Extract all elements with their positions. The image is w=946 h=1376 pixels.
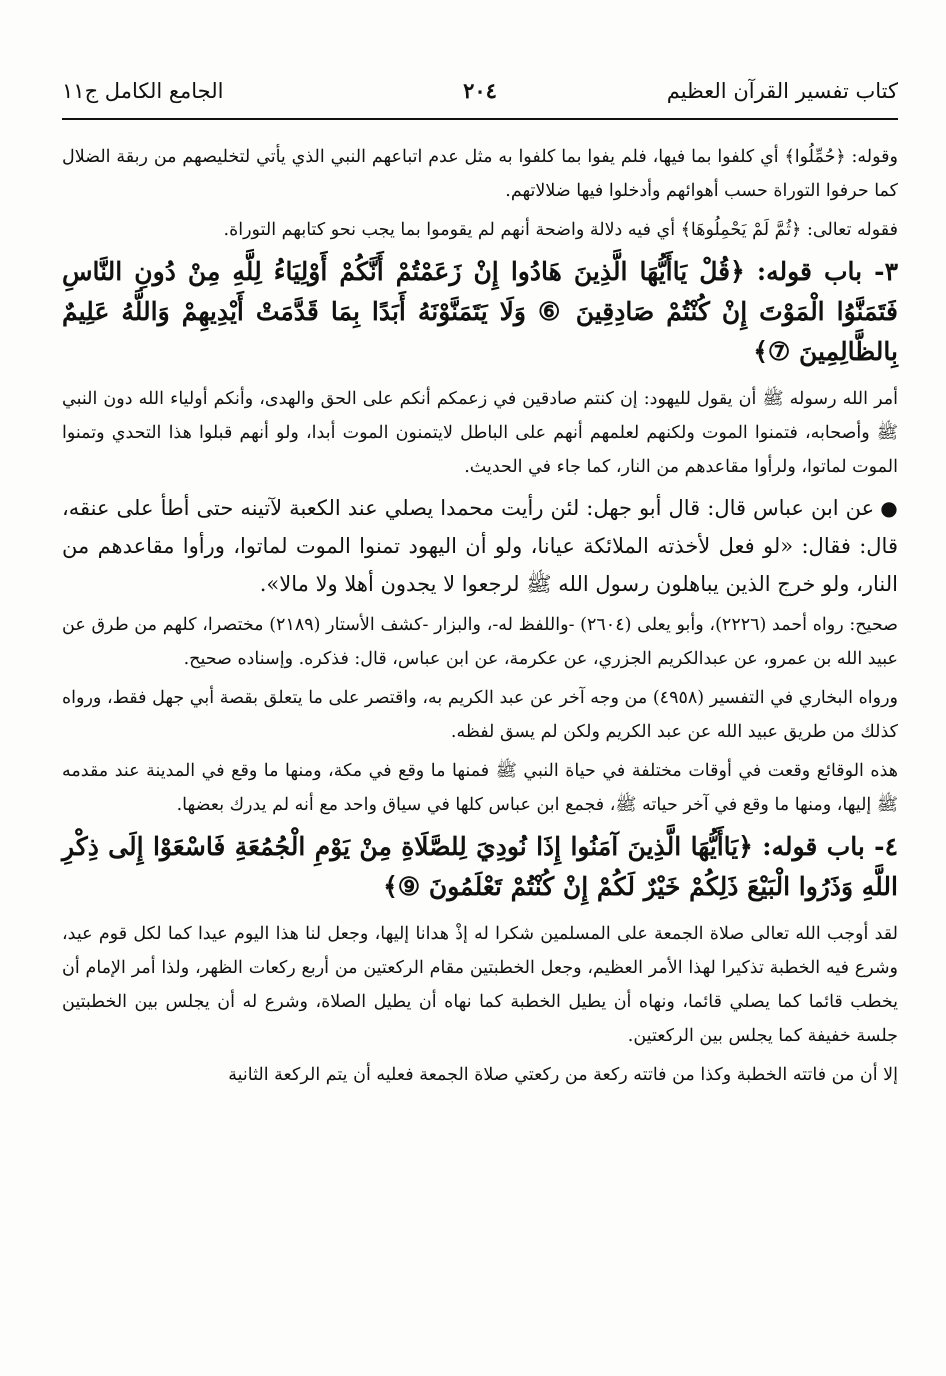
chapter-label: ٤- باب قوله: (762, 832, 898, 861)
paragraph-text: هذه الوقائع وقعت في أوقات مختلفة في حياة النبي ﷺ فمنها ما وقع في مكة، ومنها ما وقع في المدينة عند مقدمه ﷺ إليها، ومنها ما وقع في آخر حياته ﷺ، فجمع ابن عباس كلها في سياق واحد مع أنه لم يدرك بعضها. (62, 761, 898, 815)
chapter-heading (62, 827, 898, 907)
body-paragraph (62, 382, 898, 484)
book-title: كتاب تفسير القرآن العظيم (666, 79, 898, 103)
paragraph-text: أمر الله رسوله ﷺ أن يقول لليهود: إن كنتم صادقين في زعمكم أنكم على الحق والهدى، وأنكم أولياء الله دون النبي ﷺ وأصحابه، فتمنوا الموت ولكنهم لعلمهم أنهم على الباطل لايتمنون الموت أبدا، ولو أنهم قبلوا هذا التحدي وتمنوا الموت لماتوا، ولرأوا مقاعدهم من النار، كما جاء في الحديث. (62, 389, 898, 477)
body-paragraph (62, 681, 898, 749)
body-paragraph (62, 140, 898, 208)
paragraph-text: إلا أن من فاتته الخطبة وكذا من فاتته ركعة من ركعتي صلاة الجمعة فعليه أن يتم الركعة الثانية (228, 1065, 898, 1085)
hadith-paragraph (62, 489, 898, 603)
body-paragraph (62, 1058, 898, 1092)
bullet-icon: ● (880, 496, 899, 520)
header-divider (62, 118, 898, 120)
page-header (62, 76, 898, 106)
quran-verse: ﴿يَاأَيُّهَا الَّذِينَ آمَنُوا إِذَا نُودِيَ لِلصَّلَاةِ مِنْ يَوْمِ الْجُمُعَةِ فَاسْعَوْا إِلَى ذِكْرِ اللَّهِ وَذَرُوا الْبَيْعَ ذَلِكُمْ خَيْرٌ لَكُمْ إِنْ كُنْتُمْ تَعْلَمُونَ ⑨﴾ (62, 832, 898, 901)
paragraph-text: عن ابن عباس قال: قال أبو جهل: لئن رأيت محمدا يصلي عند الكعبة لآتينه حتى أطأ على عنقه، قال: فقال: «لو فعل لأخذته الملائكة عيانا، ولو أن اليهود تمنوا الموت لماتوا، ورأوا مقاعدهم من النار، ولو خرج الذين يباهلون رسول الله ﷺ لرجعوا لا يجدون أهلا ولا مالا». (62, 496, 898, 596)
volume-label: الجامع الكامل ج١١ (62, 79, 224, 103)
page-body (62, 140, 898, 1097)
body-paragraph (62, 754, 898, 822)
chapter-label: ٣- باب قوله: (756, 257, 898, 286)
body-paragraph (62, 213, 898, 247)
quran-verse: ﴿قُلْ يَاأَيُّهَا الَّذِينَ هَادُوا إِنْ زَعَمْتُمْ أَنَّكُمْ أَوْلِيَاءُ لِلَّهِ مِنْ دُونِ النَّاسِ فَتَمَنَّوُا الْمَوْتَ إِنْ كُنْتُمْ صَادِقِينَ ⑥ وَلَا يَتَمَنَّوْنَهُ أَبَدًا بِمَا قَدَّمَتْ أَيْدِيهِمْ وَاللَّهُ عَلِيمٌ بِالظَّالِمِينَ ⑦﴾ (62, 257, 898, 366)
paragraph-text: صحيح: رواه أحمد (٢٢٢٦)، وأبو يعلى (٢٦٠٤) -واللفظ له-، والبزار -كشف الأستار (٢١٨٩) مختصرا، كلهم من طرق عن عبيد الله بن عمرو، عن عبدالكريم الجزري، عن عكرمة، عن ابن عباس، قال: فذكره. وإسناده صحيح. (62, 615, 898, 669)
chapter-heading (62, 252, 898, 372)
paragraph-text: فقوله تعالى: ﴿ثُمَّ لَمْ يَحْمِلُوهَا﴾ أي فيه دلالة واضحة أنهم لم يقوموا بما يجب نحو كتابهم التوراة. (223, 220, 898, 240)
page-number: ٢٠٤ (463, 78, 497, 103)
paragraph-text: وقوله: ﴿حُمِّلُوا﴾ أي كلفوا بما فيها، فلم يفوا بما كلفوا به مثل عدم اتباعهم النبي الذي يأتي لتخليصهم من ربقة الضلال كما حرفوا التوراة حسب أهوائهم وأدخلوا فيها ضلالاتهم. (62, 147, 898, 201)
body-paragraph (62, 917, 898, 1053)
paragraph-text: لقد أوجب الله تعالى صلاة الجمعة على المسلمين شكرا له إذْ هدانا إليها، وجعل لنا هذا اليوم عيدا كما لكل قوم عيد، وشرع فيه الخطبة تذكيرا لهذا الأمر العظيم، وجعل الخطبتين مقام الركعتين من أربع ركعات الظهر، ولذا أمر الإمام أن يخطب قائما كما يصلي قائما، ونهاه أن يطيل الخطبة كما نهاه أن يطيل الصلاة، وشرع له أن يجلس بين الخطبتين جلسة خفيفة كما يجلس بين الركعتين. (62, 924, 898, 1046)
paragraph-text: ورواه البخاري في التفسير (٤٩٥٨) من وجه آخر عن عبد الكريم به، واقتصر على ما يتعلق بقصة أبي جهل فقط، ورواه كذلك من طريق عبيد الله عن عبد الكريم ولكن لم يسق لفظه. (62, 688, 898, 742)
body-paragraph (62, 608, 898, 676)
